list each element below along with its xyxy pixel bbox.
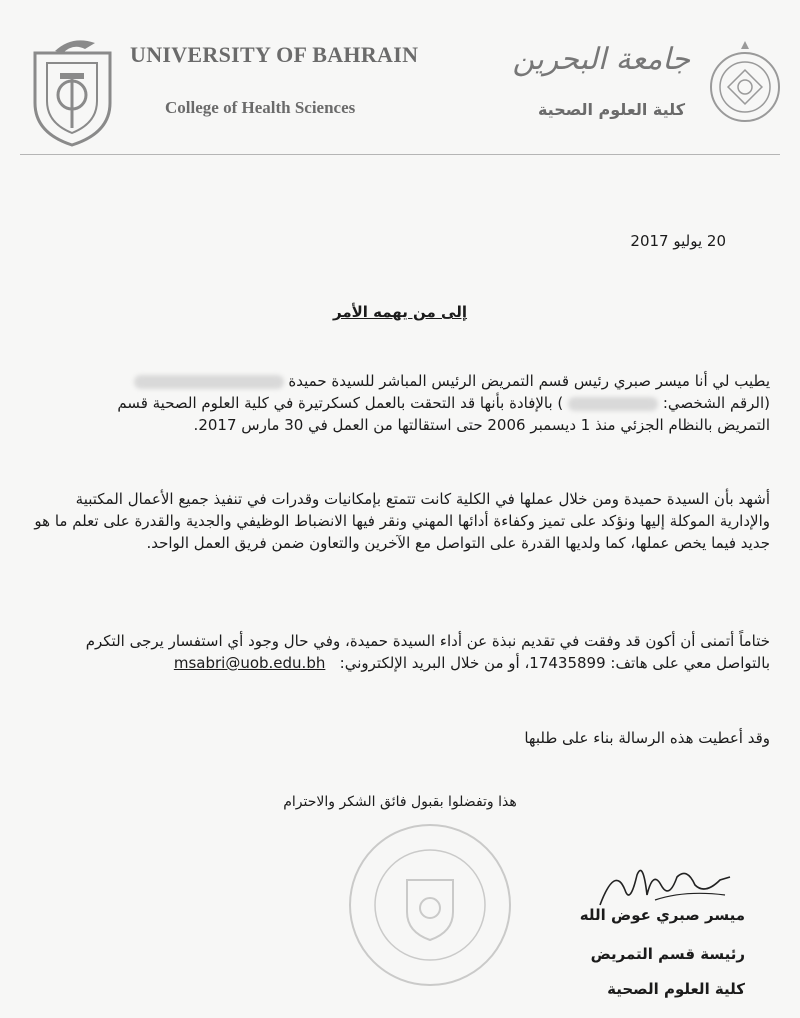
- redacted-id: [568, 397, 658, 411]
- nursing-stamp: [345, 820, 515, 990]
- paragraph-contact: [28, 630, 770, 674]
- signatory-title: رئيسة قسم التمريض: [590, 945, 745, 963]
- paragraph-request: وقد أعطيت هذه الرسالة بناء على طلبها: [524, 729, 770, 747]
- university-name-ar: جامعة البحرين: [512, 42, 690, 77]
- university-name-en: UNIVERSITY OF BAHRAIN: [130, 42, 419, 67]
- paragraph-testimony: أشهد بأن السيدة حميدة ومن خلال عملها في الكلية كانت تتمتع بإمكانيات وقدرات في تنفيذ جميع الأعمال المكتبية والإدارية الموكلة إليها ونؤكد على تميز وكفاءة أدائها المهني ونقر فيها الانضباط الوظيفي والجدية والقدرة على تعلم ما هو جديد فيما يخص عملها، كما ولديها القدرة على التواصل مع الآخرين والتعاون ضمن فريق العمل الواحد.: [34, 490, 770, 552]
- closing-line: هذا وتفضلوا بقبول فائق الشكر والاحترام: [283, 794, 517, 810]
- intro-line-2: (الرقم الشخصي: ) بالإفادة بأنها قد التحقت بالعمل كسكرتيرة في كلية العلوم الصحية قسم: [117, 394, 770, 412]
- college-name-ar: كلية العلوم الصحية: [537, 100, 685, 119]
- redacted-name: [134, 375, 284, 389]
- letter-date: 20 يوليو 2017: [630, 232, 726, 250]
- paragraph-intro: [28, 370, 770, 436]
- signatory-college: كلية العلوم الصحية: [607, 980, 745, 998]
- intro-line-3: التمريض بالنظام الجزئي منذ 1 ديسمبر 2006 حتى استقالتها من العمل في 30 مارس 2017.: [193, 416, 770, 434]
- intro-line-1: يطيب لي أنا ميسر صبري رئيس قسم التمريض الرئيس المباشر للسيدة حميدة: [28, 370, 770, 392]
- to-whom-heading: إلى من يهمه الأمر: [332, 303, 468, 321]
- university-logo: [25, 33, 120, 148]
- contact-line-2: بالتواصل معي على هاتف: 17435899، أو من خلال البريد الإلكتروني: msabri@uob.edu.bh: [173, 654, 770, 672]
- signatory-name: ميسر صبري عوض الله: [579, 906, 745, 924]
- header-divider: [20, 154, 780, 155]
- college-name-en: College of Health Sciences: [165, 98, 356, 117]
- email-link[interactable]: msabri@uob.edu.bh: [173, 654, 326, 672]
- university-seal: [705, 35, 785, 135]
- contact-line-1: ختاماً أتمنى أن أكون قد وفقت في تقديم نبذة عن أداء السيدة حميدة، وفي حال وجود أي استفسار يرجى التكرم: [85, 632, 770, 650]
